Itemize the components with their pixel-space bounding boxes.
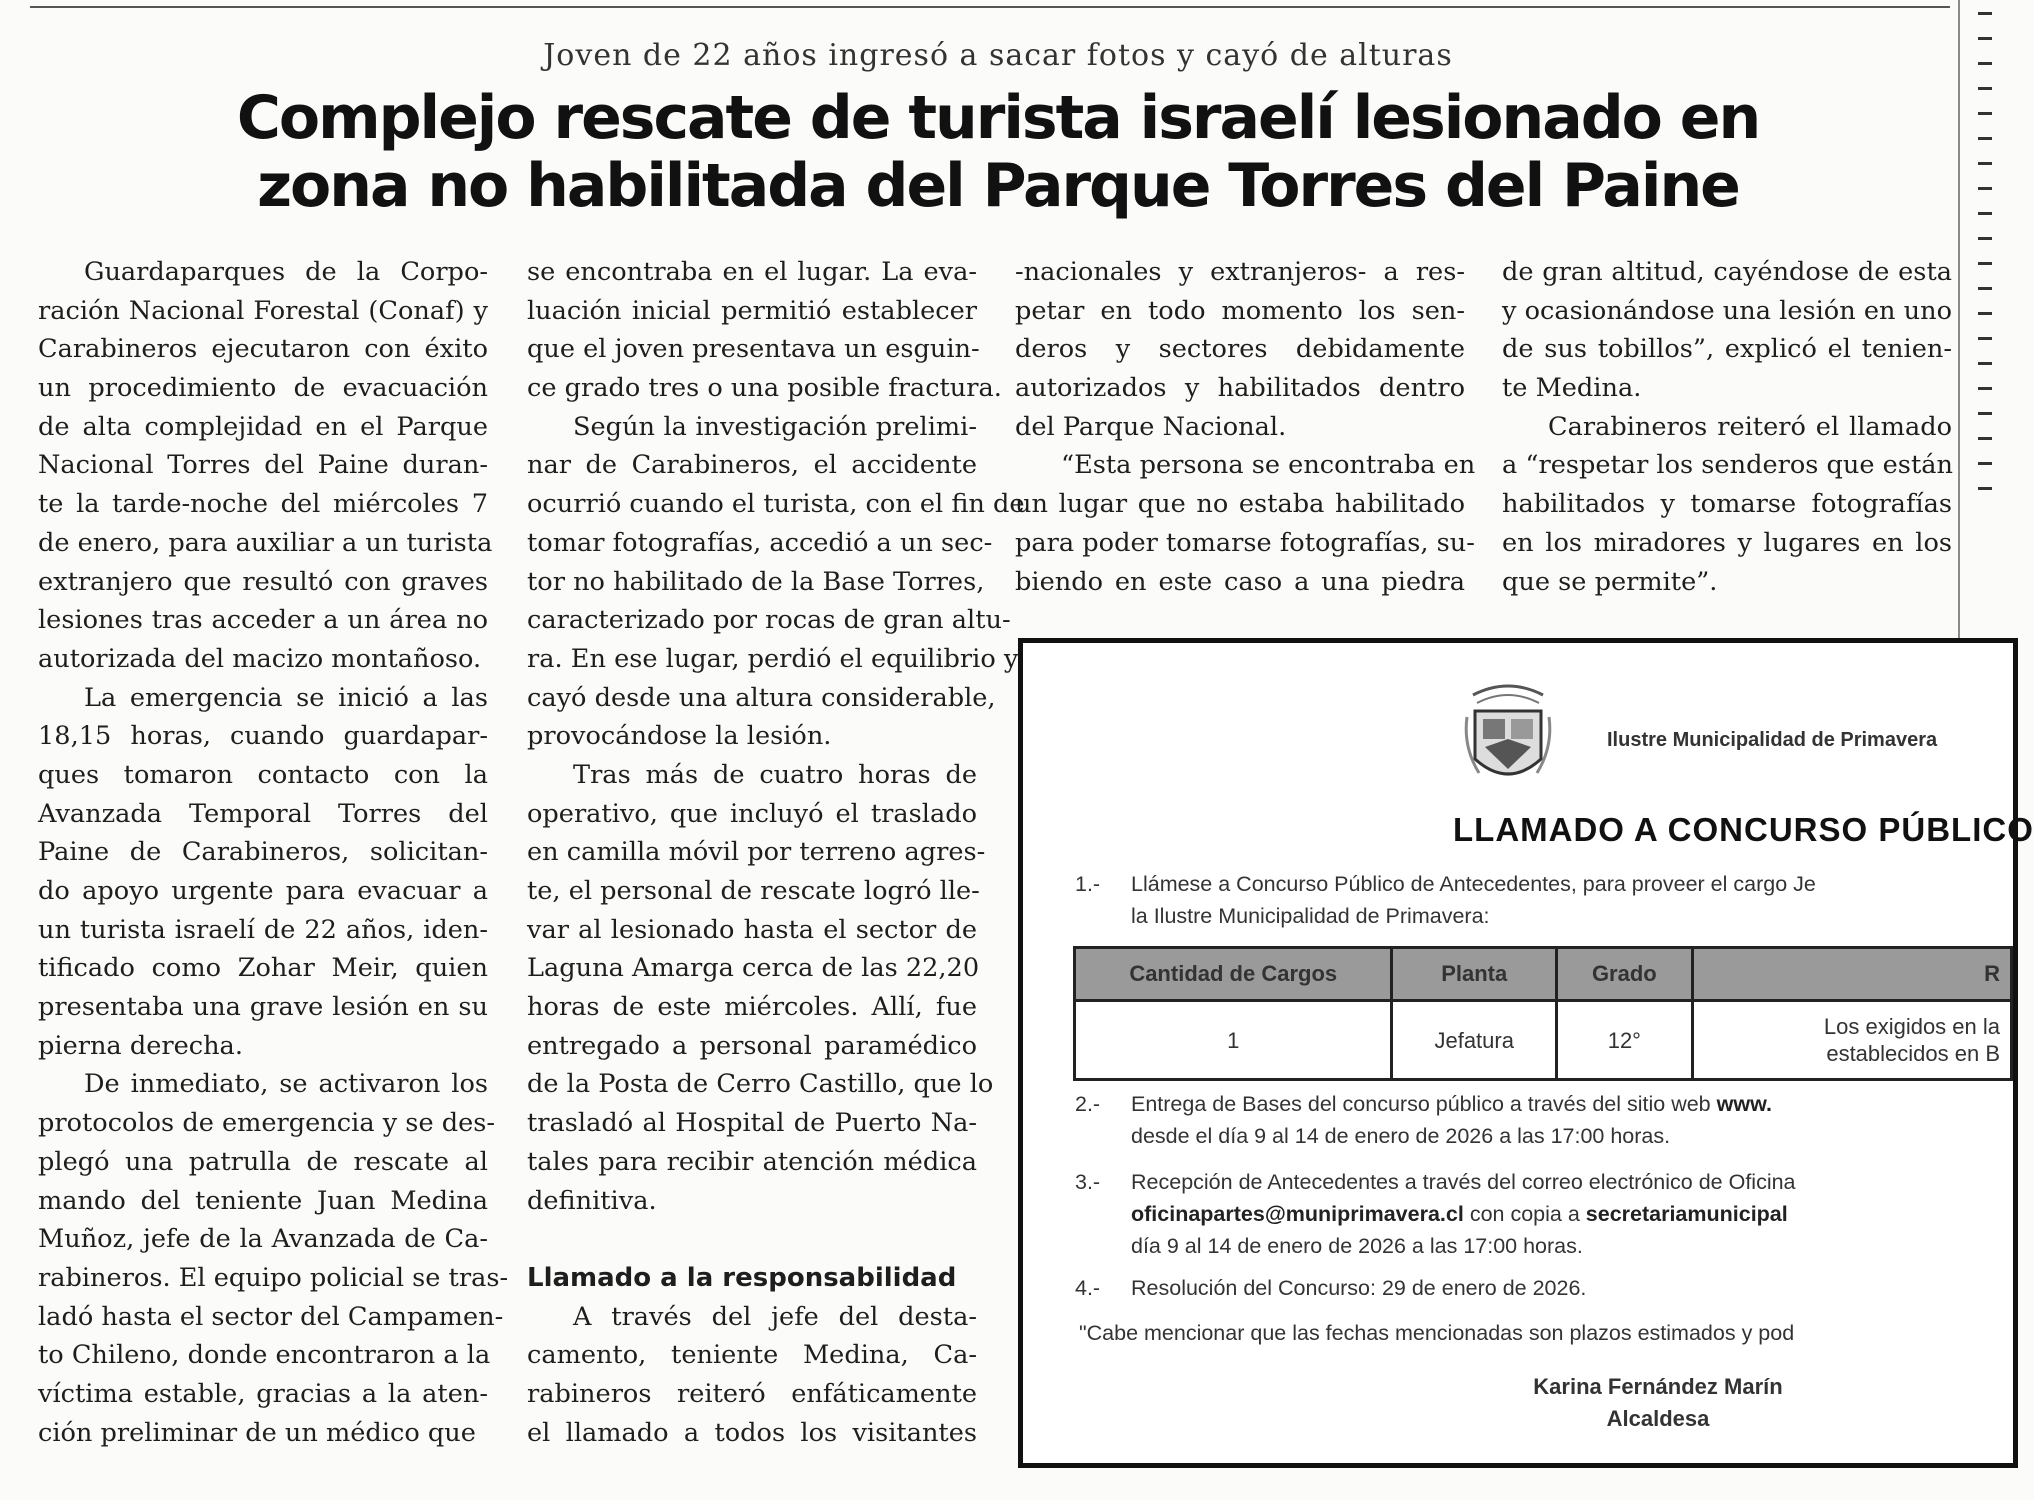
article-line: Muñoz, jefe de la Avanzada de Ca- <box>38 1224 488 1255</box>
item-number: 4.- <box>1075 1276 1101 1300</box>
article-line: camento, teniente Medina, Ca- <box>527 1340 977 1371</box>
article-line: autorizados y habilitados dentro <box>1015 373 1465 404</box>
article-line: para poder tomarse fotografías, su- <box>1015 527 1475 558</box>
article-line: habilitados y tomarse fotografías <box>1502 489 1952 520</box>
item-text: desde el día 9 al 14 de enero de 2026 a las 17:00 horas. <box>1131 1124 1671 1148</box>
municipal-crest-icon <box>1463 677 1553 797</box>
article-line: un procedimiento de evacuación <box>38 373 488 404</box>
article-line: te la tarde-noche del miércoles 7 <box>38 489 488 520</box>
article-line: to Chileno, donde encontraron a la <box>38 1340 491 1371</box>
article-line: ladó hasta el sector del Campamen- <box>38 1301 504 1332</box>
item-text-part: con copia a <box>1469 1202 1580 1226</box>
article-line: mando del teniente Juan Medina <box>38 1185 488 1216</box>
article-line: tomar fotografías, accedió a un sec- <box>527 527 993 558</box>
article-line: de la Posta de Cerro Castillo, que lo <box>527 1069 994 1100</box>
article-line: deros y sectores debidamente <box>1015 334 1465 365</box>
article-kicker: Joven de 22 años ingresó a sacar fotos y cayó de alturas <box>543 38 1453 73</box>
article-column-2 <box>527 253 1025 1452</box>
table-cell: 1 <box>1075 1001 1392 1080</box>
article-line: horas de este miércoles. Allí, fue <box>527 992 977 1023</box>
article-line: pierna derecha. <box>38 1030 243 1061</box>
article-line: tificado como Zohar Meir, quien <box>38 953 488 984</box>
article-line: que el joven presentava un esguin- <box>527 334 980 365</box>
table-cell-requirements <box>1692 1001 2011 1080</box>
article-line: Según la investigación prelimi- <box>573 411 977 442</box>
article-line: protocolos de emergencia y se des- <box>38 1108 496 1139</box>
table-header: Planta <box>1392 948 1557 1001</box>
article-line: definitiva. <box>527 1185 657 1216</box>
item-number: 3.- <box>1075 1170 1101 1194</box>
article-line: del Parque Nacional. <box>1015 411 1287 442</box>
headline-line: zona no habilitada del Parque Torres del Paine <box>257 151 1739 221</box>
table-header: Grado <box>1557 948 1693 1001</box>
article-line: Tras más de cuatro horas de <box>573 759 977 790</box>
article-line: te Medina. <box>1502 373 1642 404</box>
website-link[interactable]: www. <box>1716 1092 1772 1116</box>
requirements-line: Los exigidos en la <box>1823 1014 2000 1039</box>
article-line: Paine de Carabineros, solicitan- <box>38 837 488 868</box>
item-number: 2.- <box>1075 1092 1101 1116</box>
article-line: La emergencia se inició a las <box>84 682 488 713</box>
public-contest-ad <box>1018 638 2034 1468</box>
article-line: biendo en este caso a una piedra <box>1015 566 1465 597</box>
article-line: “Esta persona se encontraba en <box>1061 450 1476 481</box>
table-cell: 12° <box>1557 1001 1693 1080</box>
article-line: trasladó al Hospital de Puerto Na- <box>527 1108 977 1139</box>
article-line: se encontraba en el lugar. La eva- <box>527 257 977 287</box>
article-line: ocurrió cuando el turista, con el fin de <box>527 489 1025 520</box>
item-text: Llámese a Concurso Público de Antecedentes, para proveer el cargo Je <box>1131 872 1816 896</box>
article-column-1 <box>38 253 509 1452</box>
article-line: presentaba una grave lesión en su <box>38 992 488 1023</box>
article-line: entregado a personal paramédico <box>527 1030 977 1061</box>
article-line: rabineros. El equipo policial se tras- <box>38 1262 509 1293</box>
article-line: víctima estable, gracias a la aten- <box>38 1378 488 1409</box>
article-line: ración Nacional Forestal (Conaf) y <box>38 295 488 326</box>
article-line: var al lesionado hasta el sector de <box>527 914 977 945</box>
article-line: rabineros reiteró enfáticamente <box>527 1378 977 1409</box>
article-line: de enero, para auxiliar a un turista <box>38 527 493 558</box>
article-line: un lugar que no estaba habilitado <box>1015 489 1465 520</box>
article-column-4 <box>1502 253 1952 601</box>
article-line: ce grado tres o una posible fractura. <box>527 373 1002 404</box>
article-line: autorizada del macizo montañoso. <box>38 643 482 674</box>
article-line: en camilla móvil por terreno agres- <box>527 837 986 868</box>
item-text <box>1131 1087 1772 1121</box>
table-cell: Jefatura <box>1392 1001 1557 1080</box>
article-line: de alta complejidad en el Parque <box>38 411 488 442</box>
article-line: De inmediato, se activaron los <box>84 1069 488 1100</box>
article-line: operativo, que incluyó el traslado <box>527 798 977 829</box>
article-line: extranjero que resultó con graves <box>38 566 488 597</box>
municipality-name: Ilustre Municipalidad de Primavera <box>1607 729 1938 751</box>
article-line: nar de Carabineros, el accidente <box>527 450 977 481</box>
article-line: en los miradores y lugares en los <box>1502 527 1952 558</box>
article-line: luación inicial permitió establecer <box>527 295 977 326</box>
article-line: a “respetar los senderos que están <box>1502 450 1953 481</box>
article-line: ción preliminar de un médico que <box>38 1417 476 1448</box>
item-text: Recepción de Antecedentes a través del correo electrónico de Oficina <box>1131 1170 1796 1194</box>
article-line: de sus tobillos”, explicó el tenien- <box>1502 334 1952 365</box>
article-line: Avanzada Temporal Torres del <box>38 798 488 829</box>
article-line: Guardaparques de la Corpo- <box>84 257 488 287</box>
ad-note: "Cabe mencionar que las fechas mencionadas son plazos estimados y pod <box>1079 1321 1795 1345</box>
requirements-line: establecidos en B <box>1826 1041 2000 1066</box>
article-line: de gran altitud, cayéndose de esta <box>1502 257 1952 287</box>
article-headline <box>0 84 1996 220</box>
article-line: tor no habilitado de la Base Torres, <box>527 566 985 597</box>
article-line: y ocasionándose una lesión en uno <box>1502 295 1952 326</box>
article-line: -nacionales y extranjeros- a res- <box>1015 257 1465 287</box>
table-header: R <box>1692 948 2011 1001</box>
article-line: Carabineros ejecutaron con éxito <box>38 334 488 365</box>
top-rule <box>30 6 1950 8</box>
table-header: Cantidad de Cargos <box>1075 948 1392 1001</box>
signer-name: Karina Fernández Marín <box>1533 1374 1783 1399</box>
article-line: cayó desde una altura considerable, <box>527 682 996 713</box>
article-line: 18,15 horas, cuando guardapar- <box>38 721 488 752</box>
positions-table <box>1073 946 2013 1081</box>
article-line: ra. En ese lugar, perdió el equilibrio y <box>527 643 1019 674</box>
headline-line: Complejo rescate de turista israelí lesionado en <box>236 83 1760 153</box>
article-line: Laguna Amarga cerca de las 22,20 <box>527 953 980 984</box>
item-text <box>1131 1197 1788 1231</box>
article-line: do apoyo urgente para evacuar a <box>38 876 488 906</box>
article-subhead: Llamado a la responsabilidad <box>527 1262 957 1293</box>
article-line: un turista israelí de 22 años, iden- <box>38 914 488 945</box>
article-line: el llamado a todos los visitantes <box>527 1417 977 1448</box>
article-line: A través del jefe del desta- <box>573 1301 977 1332</box>
email-link[interactable]: oficinapartes@muniprimavera.cl <box>1131 1202 1464 1226</box>
article-line: plegó una patrulla de rescate al <box>38 1146 488 1177</box>
article-line: Nacional Torres del Paine duran- <box>38 450 488 481</box>
article-line: que se permite”. <box>1502 566 1718 597</box>
item-text: día 9 al 14 de enero de 2026 a las 17:00 horas. <box>1131 1234 1583 1258</box>
article-line: provocándose la lesión. <box>527 721 832 752</box>
article-line: ques tomaron contacto con la <box>38 759 488 790</box>
spacer <box>527 1220 977 1259</box>
article-line: tales para recibir atención médica <box>527 1146 977 1177</box>
email-link-2[interactable]: secretariamunicipal <box>1585 1202 1788 1226</box>
article-line: lesiones tras acceder a un área no <box>38 605 488 636</box>
item-text: la Ilustre Municipalidad de Primavera: <box>1131 904 1490 928</box>
item-number: 1.- <box>1075 872 1101 896</box>
article-line: te, el personal de rescate logró lle- <box>527 876 980 906</box>
article-line: petar en todo momento los sen- <box>1015 295 1465 326</box>
signer-title: Alcaldesa <box>1606 1406 1710 1431</box>
article-line: caracterizado por rocas de gran altu- <box>527 605 1011 636</box>
article-column-3 <box>1015 253 1476 601</box>
item-text-part: Entrega de Bases del concurso público a través del sitio web <box>1131 1092 1711 1116</box>
item-text: Resolución del Concurso: 29 de enero de 2026. <box>1131 1276 1587 1300</box>
article-line: Carabineros reiteró el llamado <box>1548 411 1952 442</box>
ad-title: LLAMADO A CONCURSO PÚBLICO <box>1453 811 2034 848</box>
